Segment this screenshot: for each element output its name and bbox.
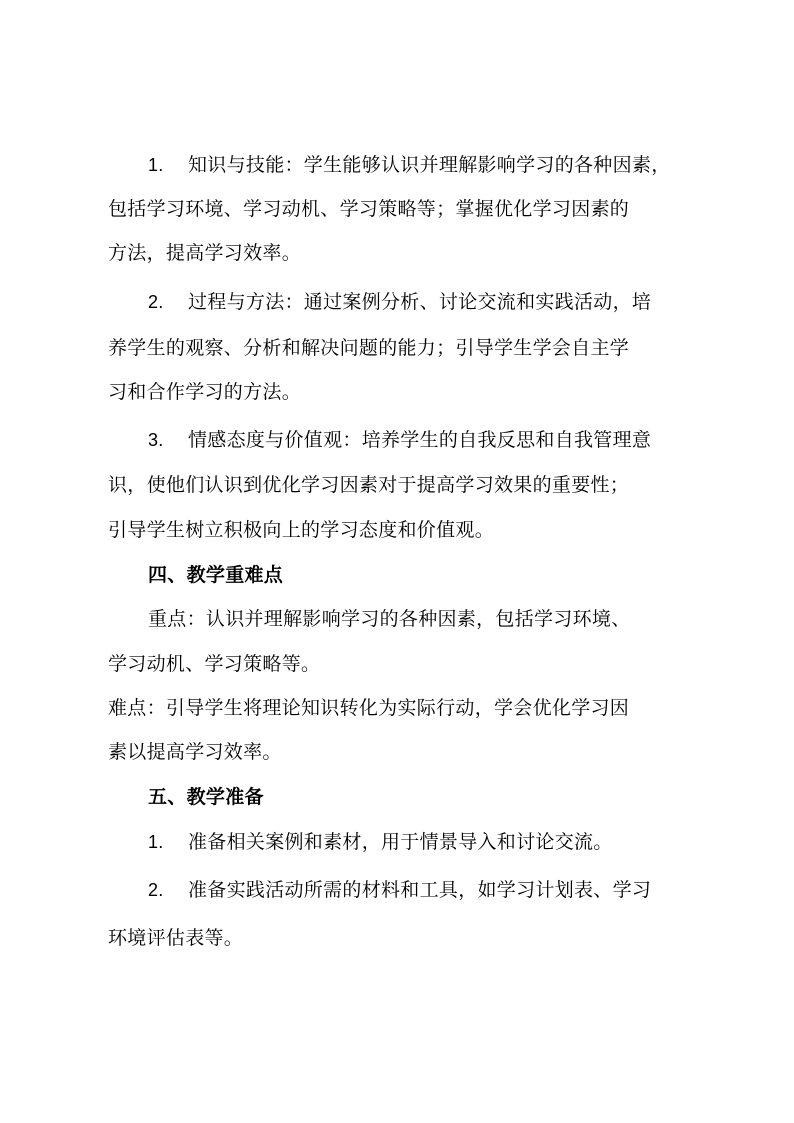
goal-3-line-2: 识，使他们认识到优化学习因素对于提高学习效果的重要性； bbox=[108, 474, 630, 496]
goal-3-line-1 bbox=[148, 428, 651, 452]
difficult-point-line-1: 难点：引导学生将理论知识转化为实际行动，学会优化学习因 bbox=[108, 697, 630, 719]
prep-1-text-1: 准备相关案例和素材，用于情景导入和讨论交流。 bbox=[188, 831, 613, 853]
goal-2-line-3: 习和合作学习的方法。 bbox=[108, 381, 302, 403]
goal-1-line-2: 包括学习环境、学习动机、学习策略等；掌握优化学习因素的 bbox=[108, 198, 630, 220]
goal-2-line-1 bbox=[148, 290, 651, 314]
prep-2-text-1: 准备实践活动所需的材料和工具，如学习计划表、学习 bbox=[188, 879, 652, 901]
goal-1-line-1 bbox=[148, 153, 671, 177]
goal-1-text-1: 知识与技能：学生能够认识并理解影响学习的各种因素， bbox=[188, 154, 671, 176]
key-point-line-2: 学习动机、学习策略等。 bbox=[108, 653, 321, 675]
prep-2-number: 2. bbox=[148, 880, 164, 900]
goal-1-line-3: 方法，提高学习效率。 bbox=[108, 242, 302, 264]
goal-3-line-3: 引导学生树立积极向上的学习态度和价值观。 bbox=[108, 519, 495, 541]
goal-2-text-1: 过程与方法：通过案例分析、讨论交流和实践活动，培 bbox=[188, 291, 652, 313]
goal-2-line-2: 养学生的观察、分析和解决问题的能力；引导学生学会自主学 bbox=[108, 337, 630, 359]
goal-3-number: 3. bbox=[148, 430, 164, 450]
prep-2-line-1 bbox=[148, 878, 651, 902]
key-point-line-1: 重点：认识并理解影响学习的各种因素，包括学习环境、 bbox=[148, 608, 631, 630]
prep-1-line-1 bbox=[148, 830, 613, 854]
goal-1-number: 1. bbox=[148, 155, 164, 175]
section-5-heading: 五、教学准备 bbox=[148, 786, 264, 808]
section-4-heading: 四、教学重难点 bbox=[148, 564, 284, 586]
prep-2-line-2: 环境评估表等。 bbox=[108, 927, 244, 949]
goal-2-number: 2. bbox=[148, 292, 164, 312]
prep-1-number: 1. bbox=[148, 832, 164, 852]
goal-3-text-1: 情感态度与价值观：培养学生的自我反思和自我管理意 bbox=[188, 429, 652, 451]
difficult-point-line-2: 素以提高学习效率。 bbox=[108, 741, 282, 763]
